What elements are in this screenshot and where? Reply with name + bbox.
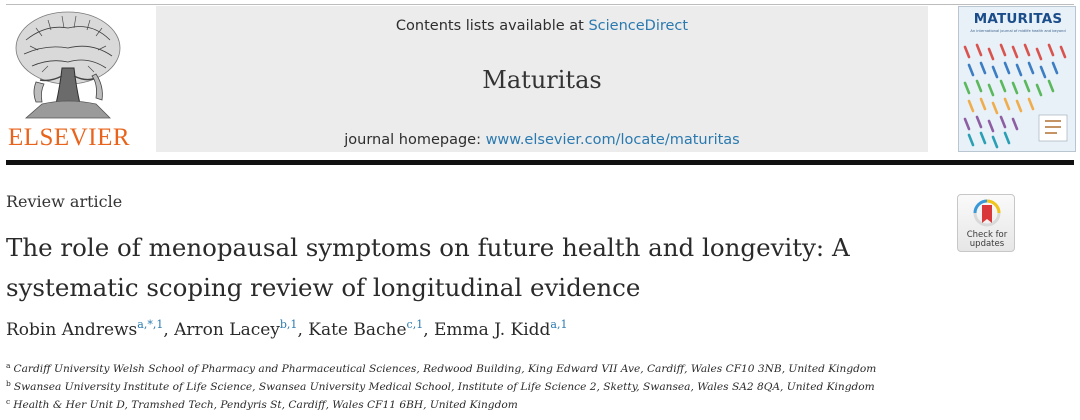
affiliation-b [6, 381, 875, 393]
cover-figures-icon [959, 37, 1076, 152]
homepage-prefix: journal homepage: [344, 132, 486, 148]
affiliation-a [6, 363, 876, 375]
header-top-rule [6, 4, 1074, 5]
affiliation-text: Cardiff University Welsh School of Pharmacy and Pharmaceutical Sciences, Redwood Building, King Edward VII Ave, Cardiff, Wales CF10 3NB, United Kingdom [13, 363, 877, 375]
check-updates-line-2: updates [969, 239, 1005, 249]
article-title-line-1: The role of menopausal symptoms on future health and longevity: A [6, 233, 850, 262]
journal-cover-image[interactable] [958, 6, 1076, 152]
sciencedirect-link[interactable]: ScienceDirect [588, 18, 689, 34]
author-name[interactable]: Emma J. Kidd [434, 320, 551, 340]
affiliation-text: Swansea University Institute of Life Science, Swansea University Medical School, Institute of Life Science 2, Sketty, Swansea, Wales SA2 8QA, United Kingdom [13, 381, 875, 393]
article-type: Review article [6, 192, 123, 211]
author-affiliation-marks[interactable]: c,1 [406, 318, 424, 331]
author-name[interactable]: Kate Bache [308, 320, 407, 340]
check-for-updates-button[interactable] [957, 194, 1015, 252]
homepage-line [156, 132, 928, 148]
author-affiliation-marks[interactable]: b,1 [279, 318, 298, 331]
journal-homepage-link[interactable]: www.elsevier.com/locate/maturitas [485, 132, 740, 148]
header-divider [6, 160, 1074, 165]
author-affiliation-marks[interactable]: a,*,1 [137, 318, 164, 331]
affiliation-label: a [6, 361, 11, 370]
author-separator: , [297, 320, 309, 340]
author-name[interactable]: Arron Lacey [174, 320, 280, 340]
journal-masthead [156, 6, 928, 152]
affiliation-text: Health & Her Unit D, Tramshed Tech, Pendyris St, Cardiff, Wales CF11 6BH, United Kingdom [13, 399, 518, 411]
affiliation-label: c [6, 397, 11, 406]
author-name[interactable]: Robin Andrews [6, 320, 138, 340]
author-separator: , [163, 320, 175, 340]
author-separator: , [423, 320, 435, 340]
article-title-line-2: systematic scoping review of longitudinal evidence [6, 273, 641, 302]
affiliation-c [6, 399, 518, 411]
contents-prefix: Contents lists available at [395, 18, 589, 34]
check-updates-line-1: Check for [966, 230, 1008, 240]
publisher-wordmark[interactable]: ELSEVIER [7, 124, 131, 151]
affiliation-label: b [6, 379, 11, 388]
elsevier-tree-icon [6, 6, 130, 124]
check-for-updates-label [958, 231, 1016, 249]
bookmark-icon [973, 199, 1001, 229]
journal-title[interactable]: Maturitas [482, 66, 602, 94]
article-title [6, 228, 906, 308]
author-list [6, 320, 567, 340]
contents-line [156, 18, 928, 34]
author-affiliation-marks[interactable]: a,1 [550, 318, 568, 331]
cover-title: MATURITAS [973, 11, 1063, 27]
cover-tagline: An international journal of midlife health and beyond [970, 29, 1066, 33]
